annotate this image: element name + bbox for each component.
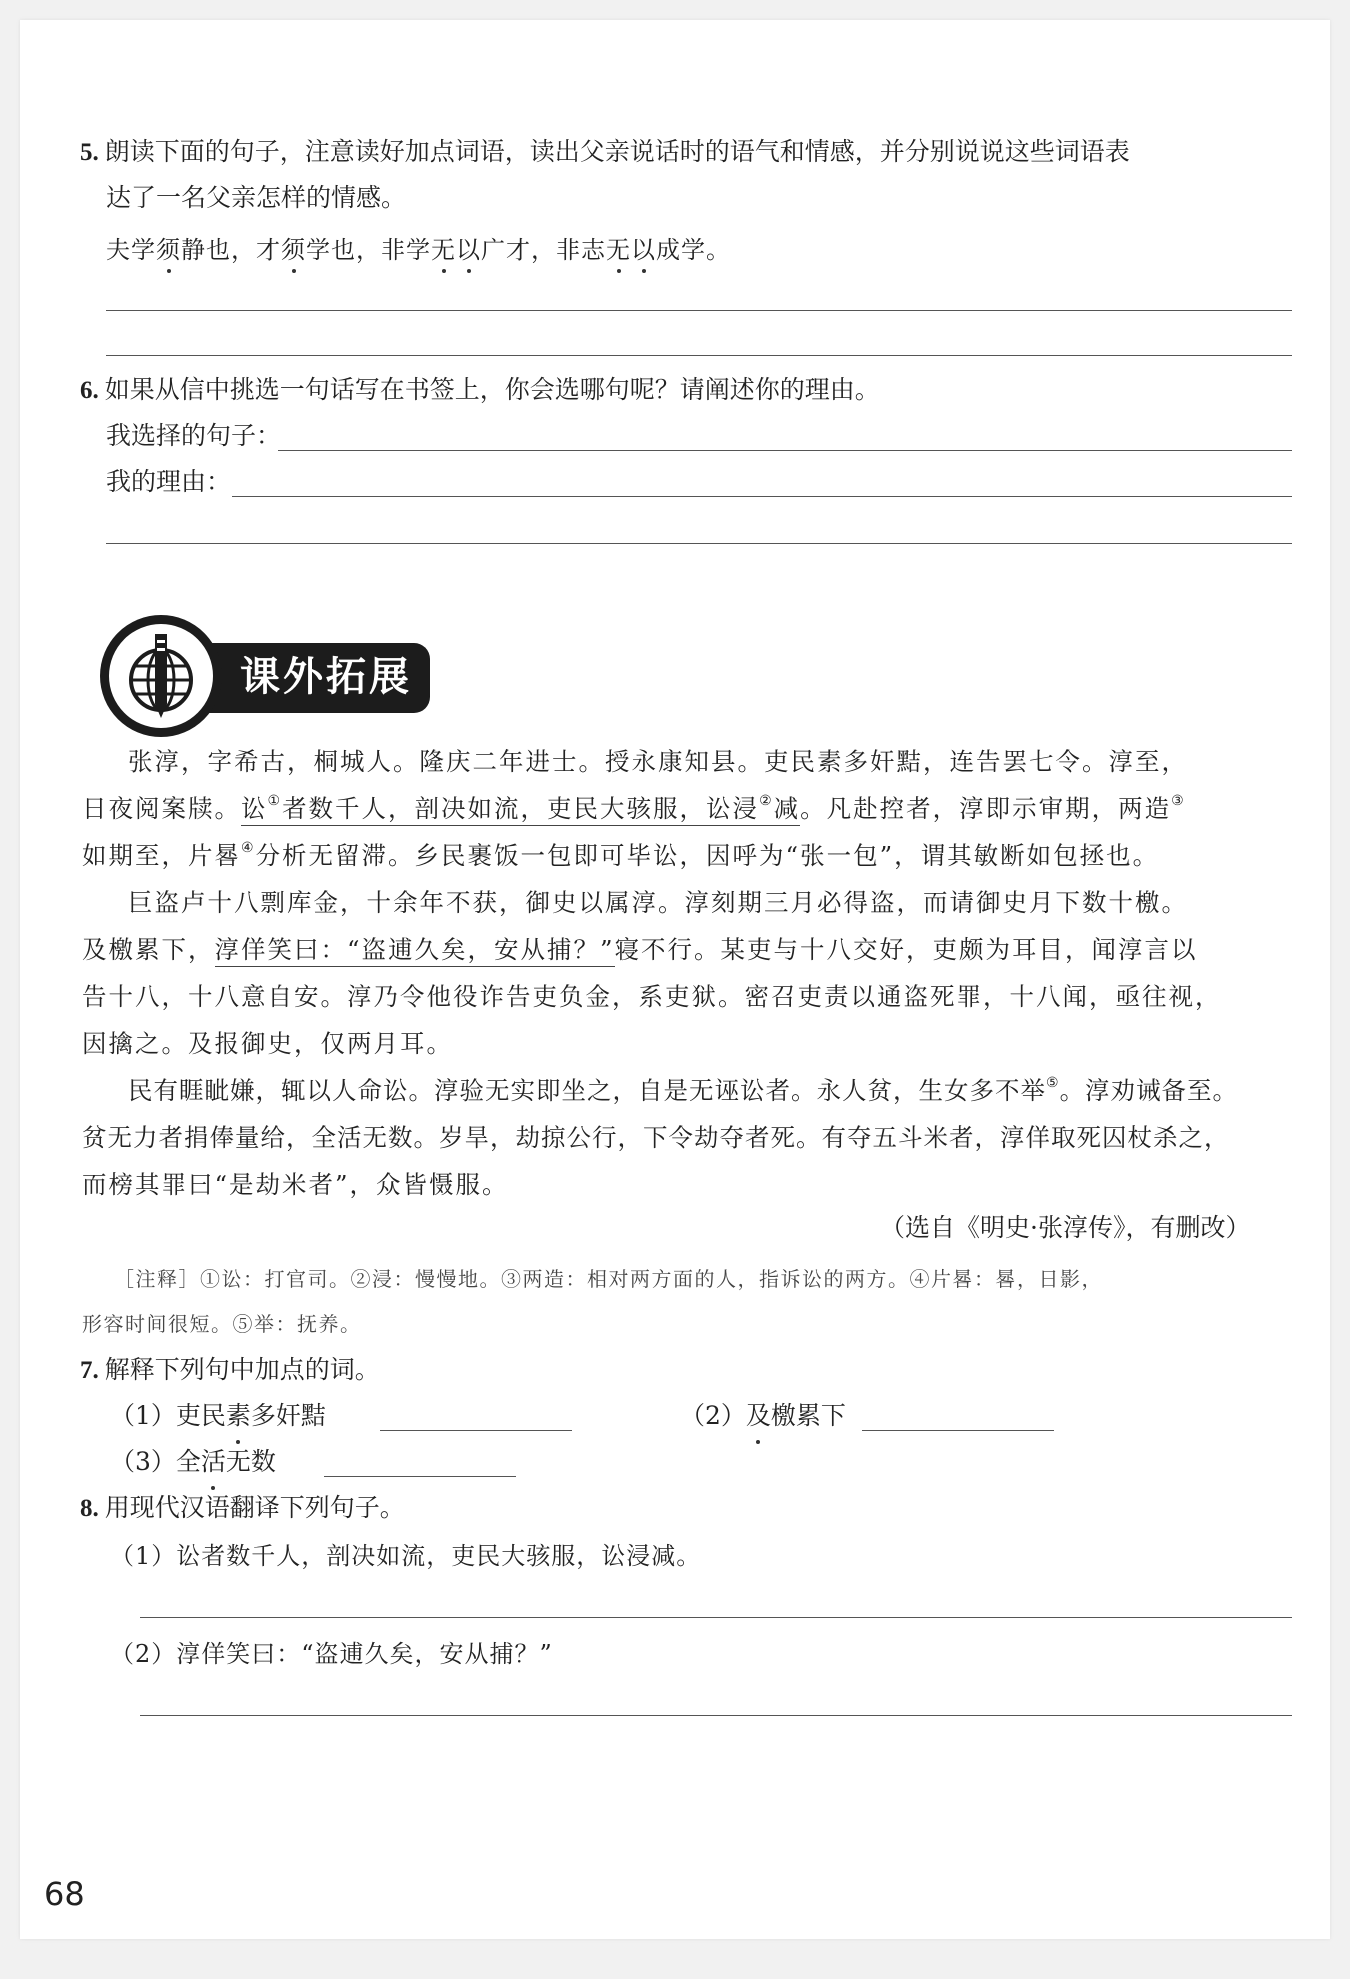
q7-item2	[680, 1396, 846, 1436]
footnote-marker: ⑤	[1046, 1075, 1060, 1091]
quote-dotted-word: 无	[431, 230, 456, 265]
text-seg: （3）全	[110, 1447, 201, 1476]
q8-number: 8.	[80, 1495, 99, 1522]
notes-line1: ［注释］①讼：打官司。②浸：慢慢地。③两造：相对两方面的人，指诉讼的两方。④片晷：晷，日影，	[114, 1267, 1103, 1291]
notes-line2: 形容时间很短。⑤举：抚养。	[82, 1312, 362, 1336]
text-seg: 及檄累下，	[82, 935, 215, 964]
q7-text: 解释下列句中加点的词。	[104, 1355, 380, 1384]
underlined-sentence: 淳佯笑曰：“盗逋久矣，安从捕？”	[215, 935, 615, 967]
footnote-marker: ②	[759, 793, 774, 809]
quote-dotted-word: 以	[631, 230, 656, 265]
q7-item1-answer-line[interactable]	[380, 1430, 572, 1431]
quote-seg: 成学。	[656, 236, 731, 264]
text-seg: 民有睚眦嫌，辄以人命讼。淳验无实即坐之，自是无诬讼者。永人贫，生女多不举	[128, 1076, 1046, 1105]
q7-item3-answer-line[interactable]	[324, 1476, 516, 1477]
text-seg: 。凡赴控者，淳即示审期，两造	[800, 794, 1172, 823]
q5-text-line2: 达了一名父亲怎样的情感。	[106, 183, 407, 212]
text-seg: 檄累下	[770, 1401, 846, 1430]
passage-p2-line2	[82, 926, 1198, 973]
section-title: 课外拓展	[240, 654, 412, 700]
quote-seg: 夫学	[106, 236, 156, 264]
q5-quote	[106, 230, 731, 265]
q5-text-line1: 朗读下面的句子，注意读好加点词语，读出父亲说话时的语气和情感，并分别说说这些词语表	[104, 137, 1130, 166]
q8-item2: （2）淳佯笑曰：“盗逋久矣，安从捕？”	[110, 1640, 553, 1668]
q7-item3	[110, 1442, 276, 1482]
workbook-page	[20, 20, 1330, 1939]
text-seg: 多奸黠	[250, 1401, 326, 1430]
q6-number: 6.	[80, 377, 99, 404]
text-seg: 日夜阅案牍。	[82, 794, 241, 823]
passage-source: （选自《明史·张淳传》，有删改）	[880, 1213, 1251, 1242]
dotted-word: 素	[226, 1396, 251, 1436]
q6-line	[80, 370, 880, 411]
text-seg: （1）吏民	[110, 1401, 226, 1430]
text-seg: 无数	[225, 1447, 276, 1476]
dotted-word: 及	[746, 1396, 771, 1436]
text-seg: 寝不行。某吏与十八交好，吏颇为耳目，闻淳言以	[614, 935, 1198, 964]
page-number: 68	[44, 1875, 85, 1913]
q6-choice-answer-line[interactable]	[278, 450, 1292, 451]
quote-dotted-word: 须	[156, 230, 181, 265]
q8-item1-answer-line[interactable]	[140, 1617, 1292, 1618]
q7-line	[80, 1350, 380, 1391]
quote-dotted-word: 须	[281, 230, 306, 265]
q8-line	[80, 1488, 405, 1529]
q8-text: 用现代汉语翻译下列句子。	[104, 1493, 405, 1522]
q6-choice-label: 我选择的句子：	[106, 421, 282, 450]
text-seg: 如期至，片晷	[82, 841, 241, 870]
globe-pen-icon	[100, 615, 222, 737]
passage-p2-line4: 因擒之。及报御史，仅两月耳。	[82, 1029, 453, 1058]
footnote-marker: ④	[241, 840, 256, 856]
q5-answer-line-1[interactable]	[106, 310, 1292, 311]
q6-reason-answer-line[interactable]	[232, 496, 1292, 497]
q8-item1: （1）讼者数千人，剖决如流，吏民大骇服，讼浸减。	[110, 1542, 702, 1570]
q6-text: 如果从信中挑选一句话写在书签上，你会选哪句呢？请阐述你的理由。	[104, 375, 880, 404]
footnote-marker: ①	[267, 793, 283, 809]
passage-p1-line2	[82, 785, 1186, 832]
q5-answer-line-2[interactable]	[106, 355, 1292, 356]
quote-seg: 广才，非志	[481, 236, 606, 264]
quote-seg: 学也，非学	[306, 236, 431, 264]
section-banner	[100, 615, 440, 740]
q5-line1	[80, 132, 1130, 173]
q6-reason-answer-line-2[interactable]	[106, 543, 1292, 544]
passage-p1-line1: 张淳，字希古，桐城人。隆庆二年进士。授永康知县。吏民素多奸黠，连告罢七令。淳至，	[128, 747, 1188, 776]
text-seg: 减	[773, 794, 801, 823]
passage-p3-line1	[128, 1067, 1238, 1114]
passage-p3-line3: 而榜其罪曰“是劫米者”，众皆慑服。	[82, 1170, 509, 1199]
underlined-sentence	[241, 794, 800, 826]
text-seg: 者数千人，剖决如流，吏民大骇服，讼浸	[282, 794, 760, 823]
q8-item2-answer-line[interactable]	[140, 1715, 1292, 1716]
passage-p2-line1: 巨盗卢十八剽库金，十余年不获，御史以属淳。淳刻期三月必得盗，而请御史月下数十檄。	[128, 888, 1188, 917]
q7-item1	[110, 1396, 326, 1436]
q7-number: 7.	[80, 1357, 99, 1384]
quote-seg: 静也，才	[181, 236, 281, 264]
passage-p2-line3: 告十八，十八意自安。淳乃令他役诈告吏负金，系吏狱。密召吏责以通盗死罪，十八闻，亟往视，	[82, 982, 1222, 1011]
text-seg: 讼	[241, 794, 268, 823]
passage-p3-line2: 贫无力者捐俸量给，全活无数。岁旱，劫掠公行，下令劫夺者死。有夺五斗米者，淳佯取死囚杖杀之，	[82, 1123, 1230, 1152]
q6-reason-label: 我的理由：	[106, 467, 232, 496]
dotted-word: 活	[201, 1442, 226, 1482]
text-seg: 。淳劝诫备至。	[1059, 1076, 1239, 1105]
text-seg: （2）	[680, 1401, 746, 1430]
quote-dotted-word: 无	[606, 230, 631, 265]
passage-p1-line3	[82, 832, 1159, 879]
q5-number: 5.	[80, 139, 99, 166]
text-seg: 分析无留滞。乡民裹饭一包即可毕讼，因呼为“张一包”，谓其敏断如包拯也。	[255, 841, 1160, 870]
q7-item2-answer-line[interactable]	[862, 1430, 1054, 1431]
footnote-marker: ③	[1171, 793, 1186, 809]
quote-dotted-word: 以	[456, 230, 481, 265]
